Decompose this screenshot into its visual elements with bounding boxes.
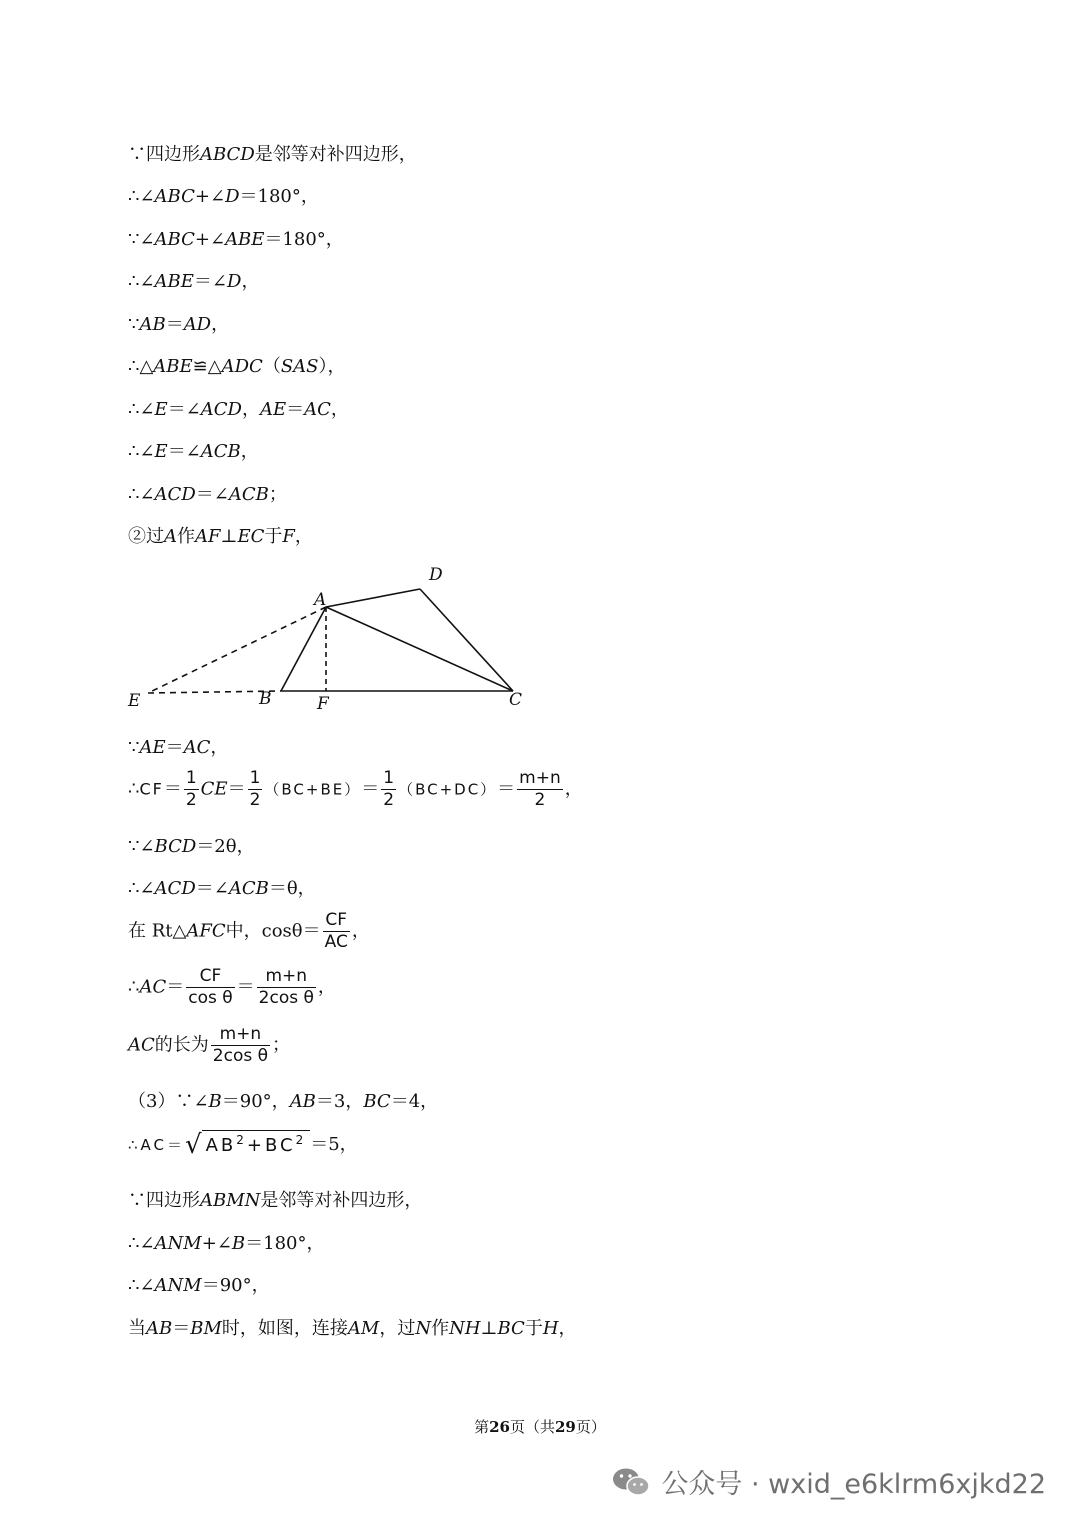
label-B: B: [259, 689, 272, 709]
watermark: 公众号 · wxid_e6klrm6xjkd22: [611, 1462, 1046, 1501]
page-footer: 第26页（共29页）: [474, 1418, 606, 1436]
acd-acb-line: ∴∠ACD＝∠ACB＝θ，: [128, 878, 316, 899]
text-line-m3: ∴∠ANM＝90°，: [128, 1275, 270, 1296]
segment-DC: [420, 589, 513, 691]
text-line-l8: ∴∠E＝∠ACB，: [128, 441, 259, 462]
half-fraction: $\frac{1}{2}$: [185, 768, 197, 810]
label-A: A: [314, 590, 327, 610]
text-line-l4: ∴∠ABE＝∠D，: [128, 271, 260, 292]
text-line-l7: ∴∠E＝∠ACD，AE＝AC，: [128, 399, 349, 420]
ac-line: ∴AC＝ $\frac{CF}{\text{cos θ}}$ ＝ $\frac{m+n}{\text{2cos θ}}$ ，: [128, 966, 336, 1008]
cf-line: ∴CF＝ $\frac{1}{2}$ CE＝ $\frac{1}{2}$ （BC+BE）＝ $\frac{1}{2}$ （BC+DC）＝ $\frac{m+n}{2}$ ，: [128, 768, 583, 810]
sqrt-line: ∴AC＝√ $AB^2+BC^2 =5$，: [128, 1130, 358, 1160]
segment-AD: [326, 589, 420, 607]
cf-cos-fraction: $\frac{CF}{\text{cos θ}}$: [188, 966, 233, 1008]
label-C: C: [509, 690, 523, 710]
cos-line: 在 Rt△AFC中，cosθ＝ $\frac{CF}{AC}$ ，: [128, 910, 370, 952]
text-line-m4: 当AB＝BM时，如图，连接AM，过N作NH⊥BC于H，: [128, 1318, 577, 1339]
text-line-l3: ∵∠ABC+∠ABE＝180°，: [128, 229, 344, 250]
label-D: D: [429, 565, 443, 585]
text-line-l9: ∴∠ACD＝∠ACB；: [128, 484, 287, 505]
cf-ac-fraction: $\frac{CF}{AC}$: [324, 910, 348, 952]
bcd-line: ∵∠BCD＝2θ，: [128, 836, 255, 857]
segment-AB: [281, 607, 326, 691]
half-fraction: $\frac{1}{2}$: [383, 768, 395, 810]
wechat-icon: [611, 1466, 651, 1498]
label-F: F: [317, 694, 329, 714]
cf-var: CF: [139, 779, 164, 799]
half-fraction: $\frac{1}{2}$: [249, 768, 261, 810]
text-line-l10: ②过A作AF⊥EC于F，: [128, 526, 313, 547]
ac-length-line: AC的长为 $\frac{m+n}{\text{2cos θ}}$ ；: [128, 1024, 291, 1066]
sqrt-expression: √ $AB^2+BC^2$: [185, 1130, 310, 1160]
part3-line: （3）∵∠B＝90°，AB＝3，BC＝4，: [128, 1091, 439, 1112]
geometry-figure: [118, 560, 538, 720]
text-line-l1: ∵四边形ABCD是邻等对补四边形，: [128, 144, 417, 165]
text-line-l11: ∵AE＝AC，: [128, 737, 229, 758]
text-line-l6: ∴△ABE≌△ADC（SAS），: [128, 356, 346, 377]
ac-length-fraction: $\frac{m+n}{\text{2cos θ}}$: [212, 1024, 269, 1066]
text-line-l5: ∵AB＝AD，: [128, 314, 230, 335]
segment-AC: [326, 607, 513, 691]
mn-2cos-fraction: $\frac{m+n}{\text{2cos θ}}$: [258, 966, 314, 1008]
text-line-l2: ∴∠ABC+∠D＝180°，: [128, 186, 319, 207]
label-E: E: [128, 691, 141, 711]
segment-AE: [148, 607, 326, 693]
text-line-m1: ∵四边形ABMN是邻等对补四边形，: [128, 1190, 423, 1211]
mn-fraction: $\frac{m+n}{2}$: [519, 768, 561, 810]
text-line-m2: ∴∠ANM+∠B＝180°，: [128, 1233, 325, 1254]
